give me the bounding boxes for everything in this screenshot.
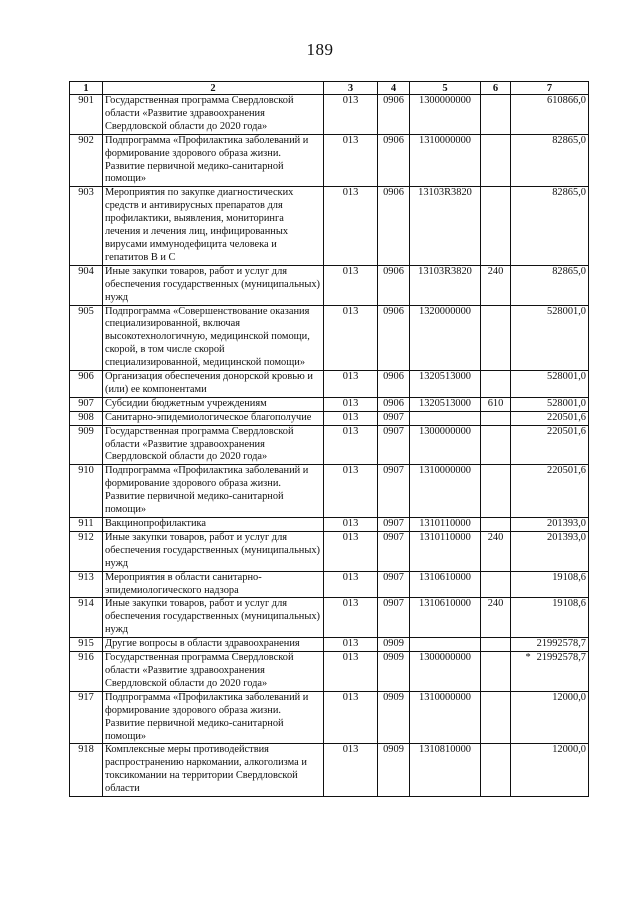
section-code-cell: 0907: [378, 571, 410, 598]
header-cell: 1: [70, 82, 103, 95]
section-code-cell: 0909: [378, 638, 410, 652]
ministry-code-cell: 013: [324, 95, 378, 135]
expense-type-code-cell: [481, 638, 511, 652]
amount-cell: 19108,6: [511, 598, 589, 638]
item-name-cell: Государственная программа Свердловской области «Развитие здравоохранения Свердловской области до 2020 года»: [103, 425, 324, 465]
item-name-cell: Подпрограмма «Профилактика заболеваний и формирование здорового образа жизни. Развитие первичной медико-санитарной помощи»: [103, 691, 324, 744]
target-article-code-cell: 1300000000: [410, 425, 481, 465]
ministry-code-cell: 013: [324, 411, 378, 425]
target-article-code-cell: 1310610000: [410, 571, 481, 598]
row-number-cell: 903: [70, 187, 103, 265]
table-row: [70, 652, 589, 692]
row-number-cell: 917: [70, 691, 103, 744]
item-name-cell: Подпрограмма «Профилактика заболеваний и формирование здорового образа жизни. Развитие первичной медико-санитарной помощи»: [103, 465, 324, 518]
ministry-code-cell: 013: [324, 465, 378, 518]
section-code-cell: 0906: [378, 305, 410, 371]
header-cell: 5: [410, 82, 481, 95]
amount-cell: 12000,0: [511, 691, 589, 744]
row-number-cell: 906: [70, 371, 103, 398]
expense-type-code-cell: 240: [481, 265, 511, 305]
table-row: [70, 518, 589, 532]
ministry-code-cell: 013: [324, 425, 378, 465]
target-article-code-cell: 1320513000: [410, 371, 481, 398]
header-cell: 7: [511, 82, 589, 95]
row-number-cell: 914: [70, 598, 103, 638]
amount-cell: 220501,6: [511, 425, 589, 465]
section-code-cell: 0906: [378, 187, 410, 265]
expense-type-code-cell: [481, 95, 511, 135]
amount-cell: 528001,0: [511, 397, 589, 411]
target-article-code-cell: 1300000000: [410, 95, 481, 135]
expense-type-code-cell: [481, 187, 511, 265]
section-code-cell: 0906: [378, 397, 410, 411]
section-code-cell: 0906: [378, 95, 410, 135]
header-cell: 4: [378, 82, 410, 95]
amount-cell: 21992578,7: [511, 638, 589, 652]
ministry-code-cell: 013: [324, 638, 378, 652]
row-number-cell: 916: [70, 652, 103, 692]
row-number-cell: 902: [70, 134, 103, 187]
amount-cell: 82865,0: [511, 265, 589, 305]
amount-cell: 82865,0: [511, 134, 589, 187]
header-cell: 6: [481, 82, 511, 95]
amount-mark: *: [525, 652, 531, 664]
target-article-code-cell: 1310610000: [410, 598, 481, 638]
ministry-code-cell: 013: [324, 691, 378, 744]
amount-cell: 19108,6: [511, 571, 589, 598]
item-name-cell: Организация обеспечения донорской кровью и (или) ее компонентами: [103, 371, 324, 398]
target-article-code-cell: 1320000000: [410, 305, 481, 371]
target-article-code-cell: 1310000000: [410, 691, 481, 744]
section-code-cell: 0907: [378, 598, 410, 638]
item-name-cell: Другие вопросы в области здравоохранения: [103, 638, 324, 652]
amount-cell: 82865,0: [511, 187, 589, 265]
expense-type-code-cell: 240: [481, 531, 511, 571]
ministry-code-cell: 013: [324, 265, 378, 305]
table-row: [70, 95, 589, 135]
ministry-code-cell: 013: [324, 598, 378, 638]
amount-cell: 220501,6: [511, 465, 589, 518]
amount-cell: 610866,0: [511, 95, 589, 135]
ministry-code-cell: 013: [324, 571, 378, 598]
expense-type-code-cell: [481, 305, 511, 371]
item-name-cell: Подпрограмма «Профилактика заболеваний и формирование здорового образа жизни. Развитие первичной медико-санитарной помощи»: [103, 134, 324, 187]
row-number-cell: 901: [70, 95, 103, 135]
section-code-cell: 0907: [378, 465, 410, 518]
target-article-code-cell: [410, 638, 481, 652]
section-code-cell: 0906: [378, 134, 410, 187]
table-row: [70, 744, 589, 797]
expense-type-code-cell: [481, 691, 511, 744]
amount-cell: 220501,6: [511, 411, 589, 425]
section-code-cell: 0906: [378, 265, 410, 305]
amount-cell: 201393,0: [511, 518, 589, 532]
row-number-cell: 909: [70, 425, 103, 465]
target-article-code-cell: 1310110000: [410, 531, 481, 571]
expense-type-code-cell: [481, 571, 511, 598]
section-code-cell: 0909: [378, 691, 410, 744]
row-number-cell: 912: [70, 531, 103, 571]
amount-cell: 201393,0: [511, 531, 589, 571]
item-name-cell: Иные закупки товаров, работ и услуг для обеспечения государственных (муниципальных) нужд: [103, 265, 324, 305]
expense-type-code-cell: 240: [481, 598, 511, 638]
expense-type-code-cell: 610: [481, 397, 511, 411]
ministry-code-cell: 013: [324, 652, 378, 692]
row-number-cell: 913: [70, 571, 103, 598]
expense-type-code-cell: [481, 371, 511, 398]
target-article-code-cell: [410, 411, 481, 425]
item-name-cell: Иные закупки товаров, работ и услуг для обеспечения государственных (муниципальных) нужд: [103, 531, 324, 571]
target-article-code-cell: 13103R3820: [410, 187, 481, 265]
target-article-code-cell: 1310000000: [410, 134, 481, 187]
expense-type-code-cell: [481, 652, 511, 692]
row-number-cell: 904: [70, 265, 103, 305]
page-number: 189: [306, 40, 334, 59]
item-name-cell: Мероприятия по закупке диагностических средств и антивирусных препаратов для профилактики, выявления, мониторинга лечения и лечения лиц, инфицированных вирусами иммунодефицита человека и гепатитов В и С: [103, 187, 324, 265]
expense-type-code-cell: [481, 134, 511, 187]
expense-type-code-cell: [481, 425, 511, 465]
row-number-cell: 907: [70, 397, 103, 411]
table-row: [70, 134, 589, 187]
section-code-cell: 0909: [378, 652, 410, 692]
header-row: [70, 82, 589, 95]
header-cell: 3: [324, 82, 378, 95]
target-article-code-cell: 1310110000: [410, 518, 481, 532]
ministry-code-cell: 013: [324, 134, 378, 187]
table-row: [70, 531, 589, 571]
item-name-cell: Подпрограмма «Совершенствование оказания специализированной, включая высокотехнологичную, медицинской помощи, скорой, в том числе скорой специализированной, медицинской помощи»: [103, 305, 324, 371]
item-name-cell: Государственная программа Свердловской области «Развитие здравоохранения Свердловской области до 2020 года»: [103, 652, 324, 692]
row-number-cell: 910: [70, 465, 103, 518]
ministry-code-cell: 013: [324, 531, 378, 571]
ministry-code-cell: 013: [324, 397, 378, 411]
row-number-cell: 908: [70, 411, 103, 425]
budget-table: [69, 81, 589, 797]
amount-cell: 12000,0: [511, 744, 589, 797]
section-code-cell: 0907: [378, 411, 410, 425]
table-row: [70, 305, 589, 371]
expense-type-code-cell: [481, 518, 511, 532]
table-row: [70, 397, 589, 411]
table-row: [70, 411, 589, 425]
target-article-code-cell: 13103R3820: [410, 265, 481, 305]
table-row: [70, 465, 589, 518]
target-article-code-cell: 1300000000: [410, 652, 481, 692]
item-name-cell: Санитарно-эпидемиологическое благополучие: [103, 411, 324, 425]
target-article-code-cell: 1310000000: [410, 465, 481, 518]
section-code-cell: 0907: [378, 425, 410, 465]
header-cell: 2: [103, 82, 324, 95]
amount-value: 21992578,7: [536, 652, 586, 664]
row-number-cell: 918: [70, 744, 103, 797]
section-code-cell: 0907: [378, 518, 410, 532]
ministry-code-cell: 013: [324, 518, 378, 532]
table-row: [70, 571, 589, 598]
item-name-cell: Субсидии бюджетным учреждениям: [103, 397, 324, 411]
item-name-cell: Комплексные меры противодействия распространению наркомании, алкоголизма и токсикомании на территории Свердловской области: [103, 744, 324, 797]
ministry-code-cell: 013: [324, 305, 378, 371]
section-code-cell: 0909: [378, 744, 410, 797]
section-code-cell: 0907: [378, 531, 410, 571]
item-name-cell: Государственная программа Свердловской области «Развитие здравоохранения Свердловской области до 2020 года»: [103, 95, 324, 135]
table-row: [70, 598, 589, 638]
table-row: [70, 691, 589, 744]
row-number-cell: 915: [70, 638, 103, 652]
section-code-cell: 0906: [378, 371, 410, 398]
row-number-cell: 911: [70, 518, 103, 532]
amount-cell: 528001,0: [511, 371, 589, 398]
table-row: [70, 371, 589, 398]
table-row: [70, 187, 589, 265]
table-row: [70, 425, 589, 465]
expense-type-code-cell: [481, 411, 511, 425]
item-name-cell: Мероприятия в области санитарно-эпидемиологического надзора: [103, 571, 324, 598]
target-article-code-cell: 1320513000: [410, 397, 481, 411]
item-name-cell: Вакцинопрофилактика: [103, 518, 324, 532]
ministry-code-cell: 013: [324, 371, 378, 398]
ministry-code-cell: 013: [324, 187, 378, 265]
table-row: [70, 638, 589, 652]
row-number-cell: 905: [70, 305, 103, 371]
item-name-cell: Иные закупки товаров, работ и услуг для обеспечения государственных (муниципальных) нужд: [103, 598, 324, 638]
amount-cell: 528001,0: [511, 305, 589, 371]
ministry-code-cell: 013: [324, 744, 378, 797]
amount-cell: [511, 652, 589, 692]
expense-type-code-cell: [481, 744, 511, 797]
table-row: [70, 265, 589, 305]
expense-type-code-cell: [481, 465, 511, 518]
target-article-code-cell: 1310810000: [410, 744, 481, 797]
